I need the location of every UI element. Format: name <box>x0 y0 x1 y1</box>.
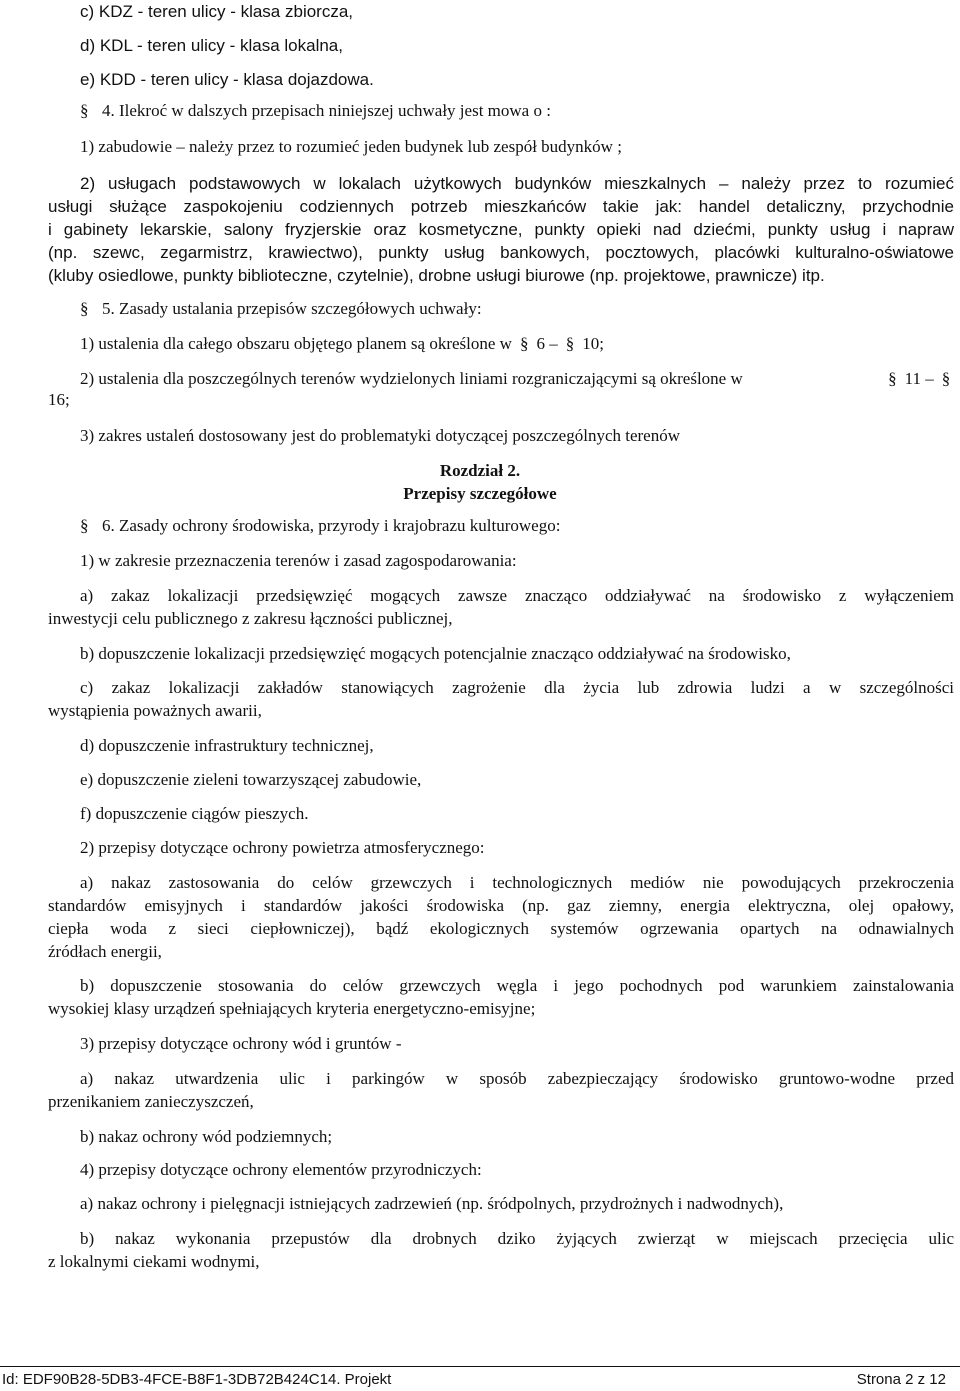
s6-1a-line-2: inwestycji celu publicznego z zakresu łączności publicznej, <box>48 609 453 628</box>
s6-1c-line-1: c) zakaz lokalizacji zakładów stanowiących zagrożenie dla życia lub zdrowia ludzi a w szczególności <box>80 678 954 697</box>
footer-page-number: Strona 2 z 12 <box>856 1371 946 1388</box>
s6-point-1: 1) w zakresie przeznaczenia terenów i zasad zagospodarowania: <box>80 551 517 570</box>
s5-point-2-line-1: 2) ustalenia dla poszczególnych terenów wydzielonych liniami rozgraniczającymi są określone w § 11 – § <box>80 369 951 388</box>
s4-point-2-line-3: i gabinety lekarskie, salony fryzjerskie oraz kosmetyczne, punkty opieki nad dziećmi, punkty usług i napraw <box>48 220 954 239</box>
section-mark: § <box>80 101 89 120</box>
street-class-e: e) KDD - teren ulicy - klasa dojazdowa. <box>80 70 374 89</box>
s6-3b: b) nakaz ochrony wód podziemnych; <box>80 1127 333 1146</box>
s4-point-2-line-1: 2) usługach podstawowych w lokalach użytkowych budynków mieszkalnych – należy przez to rozumieć <box>80 174 954 193</box>
s6-2a-line-2: standardów emisyjnych i standardów jakości środowiska (np. gaz ziemny, energia elektryczna, olej opałowy, <box>48 896 954 915</box>
s6-4b-line-2: z lokalnymi ciekami wodnymi, <box>48 1252 260 1271</box>
s6-2a-line-4: źródłach energii, <box>48 942 162 961</box>
s5-point-3: 3) zakres ustaleń dostosowany jest do problematyki dotyczącej poszczególnych terenów <box>80 426 680 445</box>
s4-point-1: 1) zabudowie – należy przez to rozumieć jeden budynek lub zespół budynków ; <box>80 137 622 156</box>
s6-3a-line-1: a) nakaz utwardzenia ulic i parkingów w sposób zabezpieczający środowisko gruntowo-wodne przed <box>80 1069 954 1088</box>
street-class-d: d) KDL - teren ulicy - klasa lokalna, <box>80 36 343 55</box>
s6-3a-line-2: przenikaniem zanieczyszczeń, <box>48 1092 254 1111</box>
chapter-title: Przepisy szczegółowe <box>403 484 557 503</box>
s6-2a-line-3: ciepła woda z sieci ciepłowniczej), bądź ekologicznych systemów ogrzewania opartych na odnawialnych <box>48 919 954 938</box>
s6-1d: d) dopuszczenie infrastruktury technicznej, <box>80 736 374 755</box>
s6-4b-line-1: b) nakaz wykonania przepustów dla drobnych dziko żyjących zwierząt w miejscach przecięcia ulic <box>80 1229 954 1248</box>
section-mark: § <box>80 516 89 535</box>
section-4-heading: § 4. Ilekroć w dalszych przepisach niniejszej uchwały jest mowa o : <box>80 101 551 120</box>
s6-1b: b) dopuszczenie lokalizacji przedsięwzięć mogących potencjalnie znacząco oddziaływać na środowisko, <box>80 644 791 663</box>
s5-point-1: 1) ustalenia dla całego obszaru objętego planem są określone w § 6 – § 10; <box>80 334 604 353</box>
footer-divider <box>0 1366 960 1367</box>
s6-2a-line-1: a) nakaz zastosowania do celów grzewczych i technologicznych mediów nie powodujących przekroczenia <box>80 873 954 892</box>
s6-point-4: 4) przepisy dotyczące ochrony elementów przyrodniczych: <box>80 1160 482 1179</box>
section-6-heading: § 6. Zasady ochrony środowiska, przyrody i krajobrazu kulturowego: <box>80 516 561 535</box>
s6-4a: a) nakaz ochrony i pielęgnacji istniejących zadrzewień (np. śródpolnych, przydrożnych i nadwodnych), <box>80 1194 784 1213</box>
s6-1c-line-2: wystąpienia poważnych awarii, <box>48 701 262 720</box>
footer-document-id: Id: EDF90B28-5DB3-4FCE-B8F1-3DB72B424C14. Projekt <box>2 1371 392 1388</box>
section-5-heading: § 5. Zasady ustalania przepisów szczegółowych uchwały: <box>80 299 482 318</box>
street-class-c: c) KDZ - teren ulicy - klasa zbiorcza, <box>80 2 354 21</box>
s6-2b-line-1: b) dopuszczenie stosowania do celów grzewczych węgla i jego pochodnych pod warunkiem zainstalowania <box>80 976 954 995</box>
s6-1a-line-1: a) zakaz lokalizacji przedsięwzięć mogących zawsze znacząco oddziaływać na środowisko z wyłączeniem <box>80 586 954 605</box>
s6-point-2: 2) przepisy dotyczące ochrony powietrza atmosferycznego: <box>80 838 485 857</box>
section-mark: § <box>80 299 89 318</box>
chapter-number: Rozdział 2. <box>439 461 521 480</box>
s4-point-2-line-5: (kluby osiedlowe, punkty biblioteczne, czytelnie), drobne usługi biurowe (np. projektowe, prawnicze) itp. <box>48 266 825 285</box>
s6-1e: e) dopuszczenie zieleni towarzyszącej zabudowie, <box>80 770 422 789</box>
s6-1f: f) dopuszczenie ciągów pieszych. <box>80 804 309 823</box>
s6-point-3: 3) przepisy dotyczące ochrony wód i gruntów - <box>80 1034 402 1053</box>
s4-point-2-line-4: (np. szewc, zegarmistrz, krawiectwo), punkty usług bankowych, pocztowych, placówki kulturalno-oświatowe <box>48 243 954 262</box>
s4-point-2-line-2: usługi służące zaspokojeniu codziennych potrzeb mieszkańców takie jak: handel detaliczny, przychodnie <box>48 197 954 216</box>
s5-point-2-line-2: 16; <box>48 390 70 409</box>
s6-2b-line-2: wysokiej klasy urządzeń spełniających kryteria energetyczno-emisyjne; <box>48 999 536 1018</box>
